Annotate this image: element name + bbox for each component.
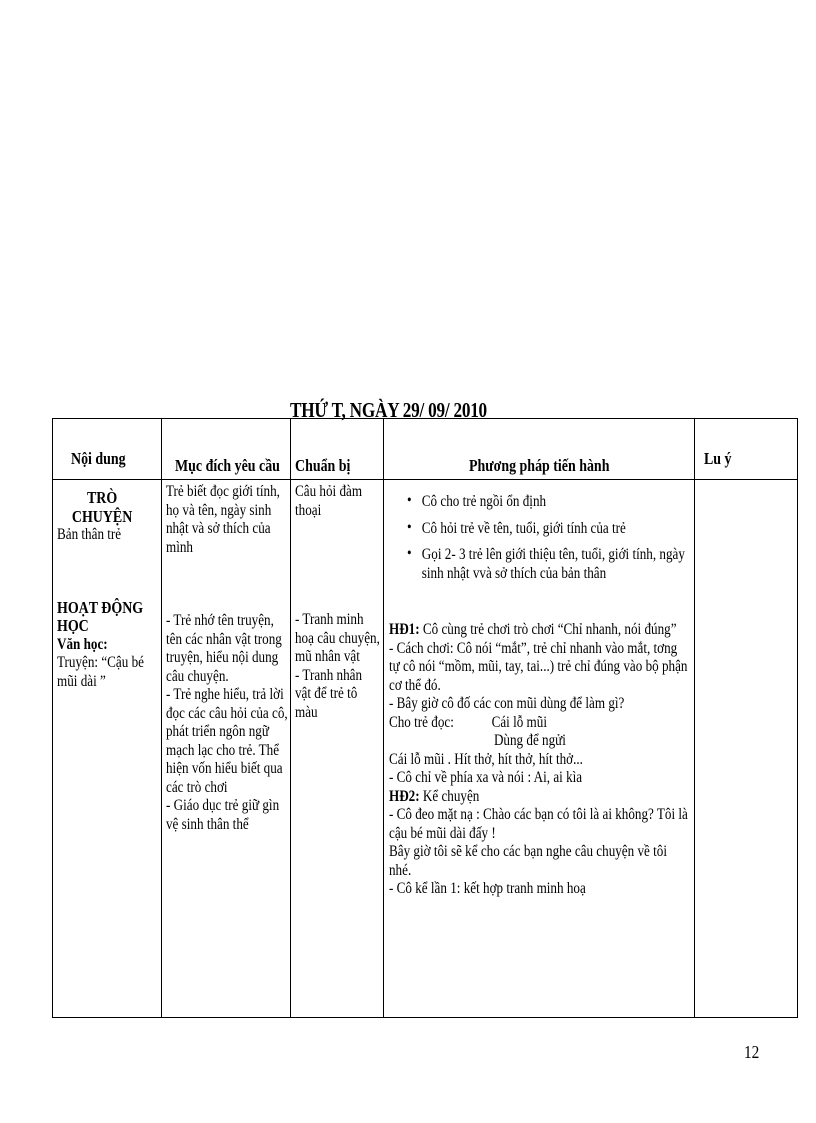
objective-item: - Trẻ nghe hiểu, trả lời đọc các câu hỏi của cô, phát triển ngôn ngữ mạch lạc cho trẻ. Thể hiện vốn hiểu biết qua các trò chơi bbox=[166, 686, 288, 796]
header-chuan-bi: Chuẩn bị bbox=[295, 456, 351, 475]
column-divider bbox=[694, 419, 695, 1017]
section-tro-chuyen-line2: CHUYỆN bbox=[71, 506, 133, 526]
objectives-column bbox=[166, 483, 289, 834]
section-hoat-dong-line1: HOẠT ĐỘNG bbox=[57, 597, 144, 617]
activity-1 bbox=[389, 621, 688, 640]
objective-item: Trẻ biết đọc giới tính, họ và tên, ngày sinh nhật và sở thích của mình bbox=[166, 483, 280, 556]
header-muc-dich: Mục đích yêu cầu bbox=[175, 456, 280, 475]
opening-bullets bbox=[389, 493, 688, 583]
bullet-item: • Cô hỏi trẻ về tên, tuổi, giới tính của trẻ bbox=[407, 520, 688, 539]
page-number: 12 bbox=[744, 1042, 760, 1062]
header-noi-dung: Nội dung bbox=[71, 449, 126, 468]
lesson-plan-table bbox=[52, 418, 798, 1018]
preparation-item: - Tranh minh hoạ câu chuyện, mũ nhân vật bbox=[295, 611, 380, 665]
method-line: Bây giờ tôi sẽ kể cho các bạn nghe câu chuyện về tôi nhé. bbox=[389, 843, 667, 879]
section-tro-chuyen-topic: Bản thân trẻ bbox=[57, 526, 122, 543]
method-line: - Bây giờ cô đố các con mũi dùng để làm gì? bbox=[389, 695, 625, 712]
chant-intro: Cho trẻ đọc: bbox=[389, 713, 454, 731]
activity-2-text: Kể chuyện bbox=[419, 787, 480, 805]
method-line bbox=[389, 714, 688, 733]
header-divider bbox=[53, 479, 797, 480]
header-luu-y: Lu ý bbox=[704, 449, 732, 468]
section-story-name: Truyện: “Cậu bé mũi dài ” bbox=[57, 654, 144, 690]
method-line: - Cô kể lần 1: kết hợp tranh minh hoạ bbox=[389, 880, 586, 897]
activity-2-label: HĐ2: bbox=[389, 787, 420, 805]
chant-line: Dùng để ngửi bbox=[493, 732, 566, 749]
section-tro-chuyen-line1: TRÒ bbox=[86, 488, 118, 507]
preparation-item: Câu hỏi đàm thoại bbox=[295, 483, 363, 519]
bullet-item: • Cô cho trẻ ngồi ổn định bbox=[407, 493, 688, 512]
section-van-hoc-label: Văn học: bbox=[57, 635, 108, 653]
section-hoat-dong-line2: HỌC bbox=[57, 616, 89, 635]
content-column bbox=[57, 489, 157, 691]
method-line: - Cách chơi: Cô nói “mắt”, trẻ chỉ nhanh vào mắt, tơng tự cô nói “mồm, mũi, tay, tai...) trẻ chỉ đúng vào bộ phận cơ thể đó. bbox=[389, 639, 688, 694]
column-divider bbox=[290, 419, 291, 1017]
method-line: - Cô chỉ về phía xa và nói : Ai, ai kìa bbox=[389, 769, 583, 786]
column-divider bbox=[161, 419, 162, 1017]
method-line: - Cô đeo mặt nạ : Chào các bạn có tôi là ai không? Tôi là cậu bé mũi dài đấy ! bbox=[389, 806, 688, 842]
activity-1-text: Cô cùng trẻ chơi trò chơi “Chỉ nhanh, nói đúng” bbox=[419, 621, 677, 638]
bullet-item: • Gọi 2- 3 trẻ lên giới thiệu tên, tuổi, giới tính, ngày sinh nhật vvà sở thích của bản thân bbox=[407, 546, 688, 583]
method-column bbox=[389, 493, 688, 899]
column-divider bbox=[383, 419, 384, 1017]
preparation-item: - Tranh nhân vật để trẻ tô màu bbox=[295, 666, 363, 721]
method-line: Cái lỗ mũi . Hít thở, hít thở, hít thở... bbox=[389, 750, 583, 768]
page-title: THỨ T, NGÀY 29/ 09/ 2010 bbox=[290, 398, 487, 422]
activity-2 bbox=[389, 788, 688, 807]
activity-1-label: HĐ1: bbox=[389, 621, 420, 638]
chant-line: Cái lỗ mũi bbox=[491, 713, 547, 731]
header-phuong-phap: Phương pháp tiến hành bbox=[469, 456, 610, 475]
objective-item: - Trẻ nhớ tên truyện, tên các nhân vật trong truyện, hiểu nội dung câu chuyện. bbox=[166, 612, 282, 685]
objective-item: - Giáo dục trẻ giữ gìn vệ sinh thân thể bbox=[166, 797, 280, 833]
preparation-column bbox=[295, 483, 381, 722]
